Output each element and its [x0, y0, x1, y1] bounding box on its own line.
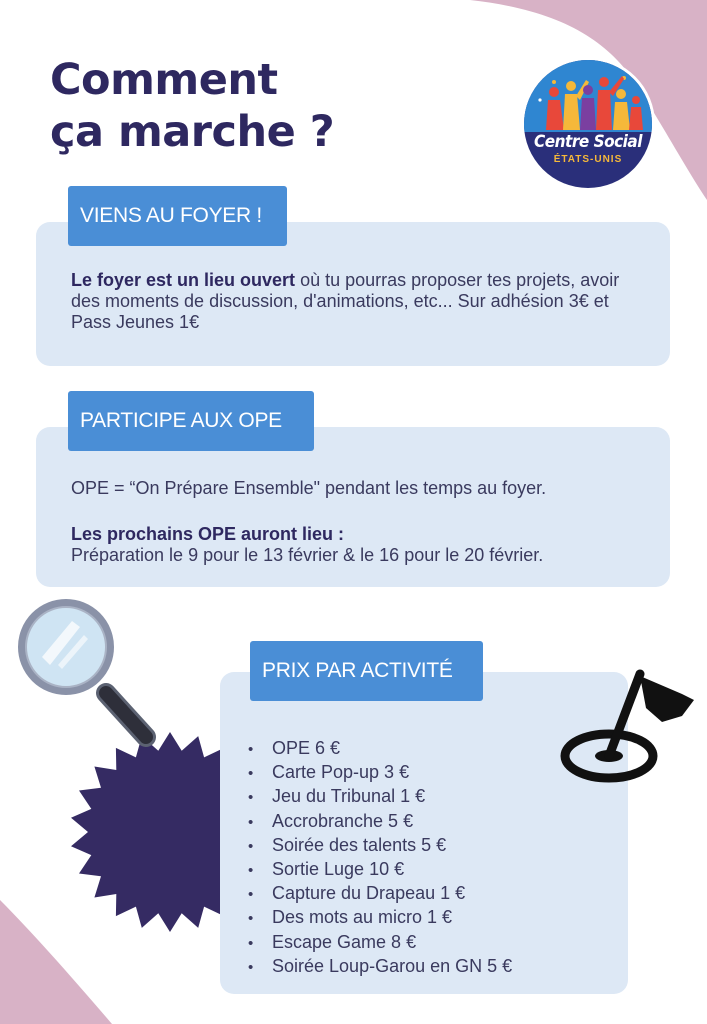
bullet-icon: • [248, 862, 254, 880]
magnifying-glass-icon [14, 597, 164, 757]
price-item-text: Soirée des talents 5 € [272, 834, 447, 855]
foyer-description-rest: où tu pourras proposer tes projets, avoir des moments de discussion, d'animations, etc... Sur adhésion 3€ et Pass Jeunes 1€ [71, 270, 620, 332]
title-line-2: ça marche ? [50, 107, 335, 157]
price-item-text: Carte Pop-up 3 € [272, 762, 410, 783]
price-list [248, 737, 512, 979]
price-item-text: Soirée Loup-Garou en GN 5 € [272, 955, 513, 976]
price-item-text: Escape Game 8 € [272, 931, 417, 952]
price-item [248, 737, 512, 761]
price-item-text: Des mots au micro 1 € [272, 907, 453, 928]
bullet-icon: • [248, 958, 254, 976]
ope-next-title: Les prochains OPE auront lieu : [71, 524, 345, 544]
centre-social-logo [524, 60, 652, 188]
price-item-text: Capture du Drapeau 1 € [272, 883, 466, 904]
price-item [248, 882, 512, 906]
bullet-icon: • [248, 837, 254, 855]
logo-name: Centre Social [534, 132, 642, 152]
bullet-icon: • [248, 813, 254, 831]
ope-next-text: Préparation le 9 pour le 13 février & le 16 pour le 20 février. [71, 545, 544, 565]
price-item-text: Accrobranche 5 € [272, 810, 414, 831]
price-item-text: OPE 6 € [272, 738, 341, 758]
price-item [248, 858, 512, 882]
bullet-icon: • [248, 741, 254, 758]
price-item [248, 810, 512, 834]
bullet-icon: • [248, 789, 254, 807]
page-title [50, 54, 334, 158]
golf-flag-icon [560, 664, 700, 794]
price-item [248, 785, 512, 809]
foyer-description [71, 270, 651, 333]
ope-definition: OPE = “On Prépare Ensemble" pendant les temps au foyer. [71, 478, 547, 498]
bullet-icon: • [248, 886, 254, 904]
ope-next-dates [71, 524, 671, 566]
bullet-icon: • [248, 934, 254, 952]
price-item [248, 931, 512, 955]
price-item-text: Jeu du Tribunal 1 € [272, 786, 426, 807]
price-item [248, 761, 512, 785]
foyer-section-label: VIENS AU FOYER ! [68, 186, 287, 246]
price-item [248, 834, 512, 858]
price-item-text: Sortie Luge 10 € [272, 859, 405, 880]
price-item [248, 906, 512, 930]
prices-section-label: PRIX PAR ACTIVITÉ [250, 641, 483, 701]
logo-subtitle: ÉTATS-UNIS [553, 154, 623, 165]
foyer-bold-lead: Le foyer est un lieu ouvert [71, 270, 296, 290]
ope-section-label: PARTICIPE AUX OPE [68, 391, 314, 451]
logo-artwork [524, 60, 652, 188]
price-item [248, 955, 512, 979]
bullet-icon: • [248, 910, 254, 928]
bullet-icon: • [248, 765, 254, 783]
title-line-1: Comment [50, 55, 278, 105]
